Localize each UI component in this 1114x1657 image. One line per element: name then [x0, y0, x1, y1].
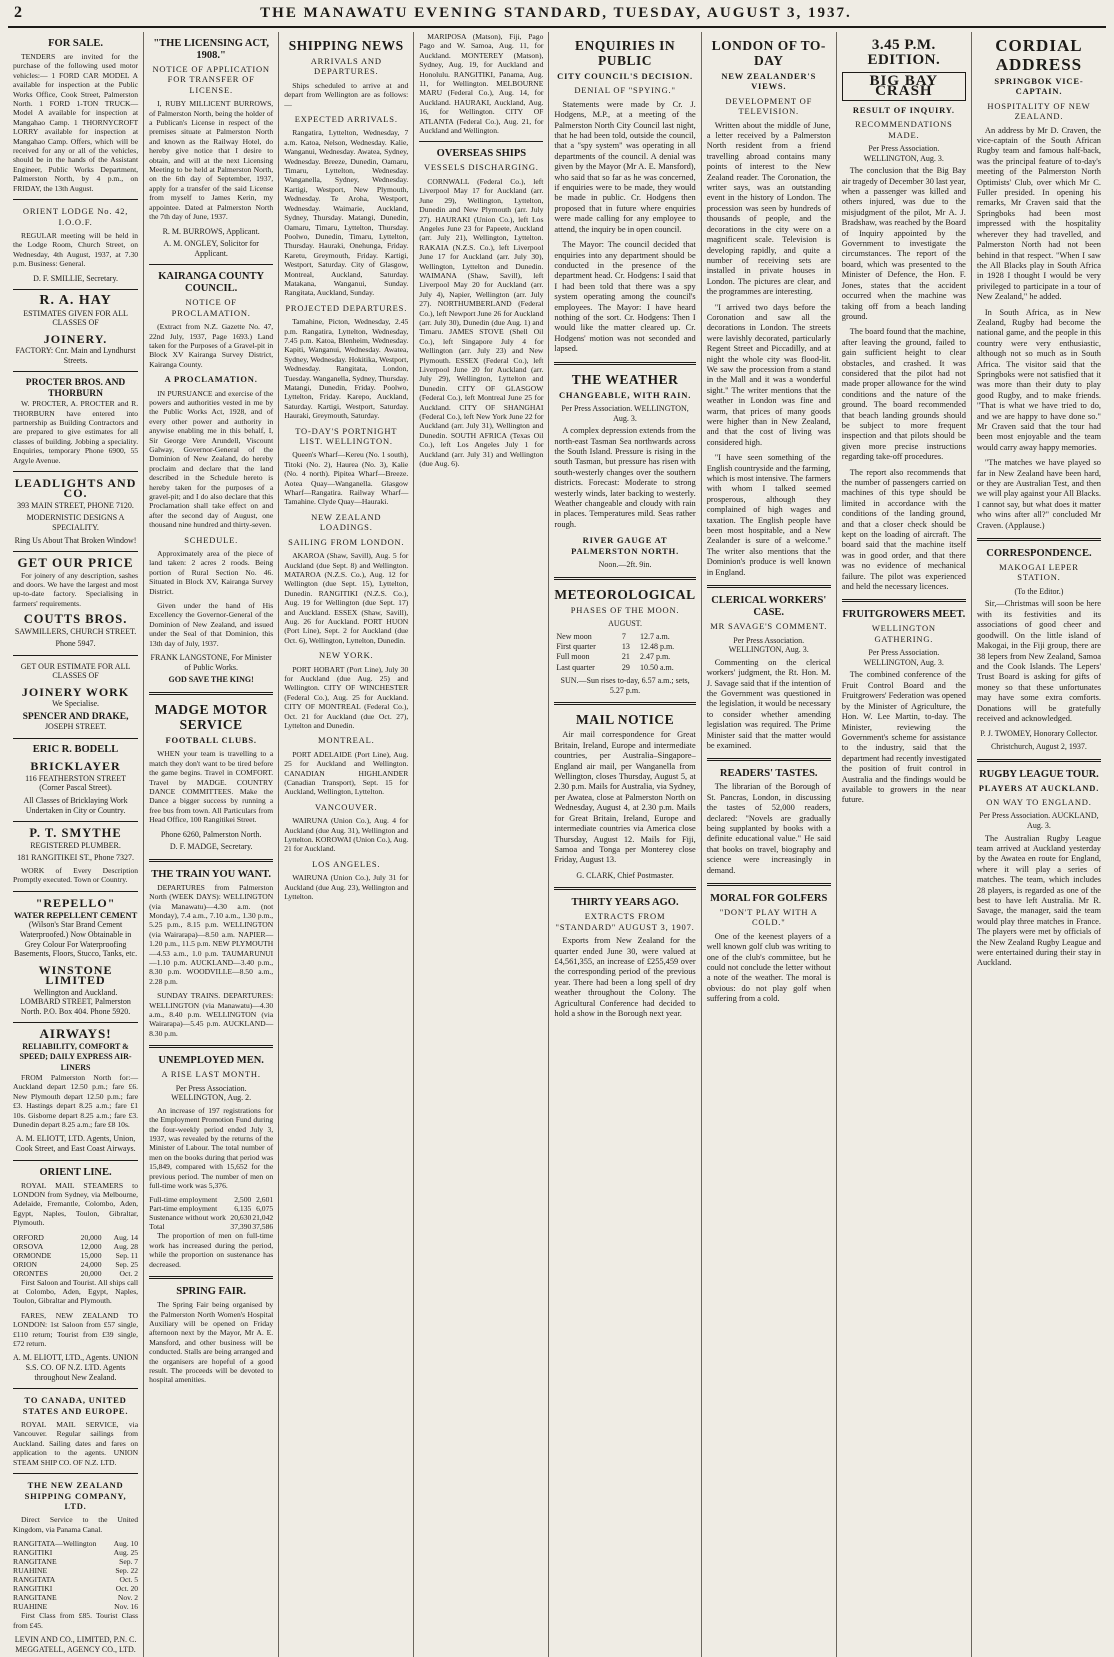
thirty-years-body: Exports from New Zealand for the quarter ended June 30, were valued at £4,561,355, an increase of £255,459 over the corresponding period of the previous year. There had been a long spell of dry weather throughout the Colony. The Agricultural Conference had decided to hold a show in the Borough next year.	[554, 936, 696, 1018]
correspondence-to: (To the Editor.)	[1014, 586, 1064, 596]
licensing-body: I, RUBY MILLICENT BURROWS, of Palmerston North, being the holder of a Publican's License in respect of the premises situate at Palmerston North and known as the Railway Hotel, do hereby give notice that I desire to obtain, and will at the next Licensing Meeting to be held at Palmerston North, on the 6th day of September, 1937, apply for a transfer of the said License from myself to James Kerin, my appointee. Dated at Palmerston North the 7th day of June, 1937.	[149, 99, 274, 222]
nzshipping-schedule	[13, 1539, 138, 1611]
coutts-sub: SAWMILLERS, CHURCH STREET.	[14, 626, 137, 636]
weather-sub: CHANGEABLE, WITH RAIN.	[558, 389, 692, 400]
fruitgrowers-agency: Per Press Association. WELLINGTON, Aug. 3.	[863, 648, 944, 667]
expected-arrivals-heading: EXPECTED ARRIVALS.	[294, 114, 398, 125]
moon-heading: PHASES OF THE MOON.	[570, 604, 680, 615]
kairanga-title: A PROCLAMATION.	[164, 374, 258, 385]
airways-name: AIRWAYS!	[39, 1026, 112, 1042]
los-angeles-heading: LOS ANGELES.	[312, 858, 381, 869]
vancouver-heading: VANCOUVER.	[315, 801, 378, 812]
unemployed-heading: UNEMPLOYED MEN.	[158, 1055, 264, 1067]
madge-sub: FOOTBALL CLUBS.	[165, 734, 257, 745]
orient-row: ORMONDE 15,000 Sep. 11	[13, 1250, 139, 1260]
kairanga-sub: NOTICE OF PROCLAMATION.	[171, 297, 251, 318]
column-7	[836, 32, 971, 1657]
fruitgrowers-body: The combined conference of the Fruit Control Board and the Fruitgrowers' Federation was opened by the Minister of Agriculture, the Hon. W. Lee Martin, to-day. The Minister, reviewing the Government's scheme for assistance to the industry, said that the department had recently investigated the position of fruit control in Australia and the findings would be available to growers in the near future.	[841, 670, 966, 805]
hay-ad-name: R. A. HAY	[39, 293, 112, 309]
repello-body: (Wilson's Star Brand Cement Waterproofed.) Now Obtainable in Grey Colour For Waterproofing Basements, Floors, Stucco, Tanks, etc.	[14, 920, 138, 959]
newspaper-title: THE MANAWATU EVENING STANDARD, TUESDAY, AUGUST 3, 1937.	[260, 4, 852, 21]
golf-body: One of the keenest players of a well known golf club was writing to one of the club's committee, but he could not conclude the letter without a note of the weather. The moral is obvious: do not play golf when suffering from a cold.	[706, 931, 831, 1004]
new-york-body: PORT HOBART (Port Line), July 30 for Auckland (due Aug. 25) and Wellington. CITY OF WINCHESTER (Federal Co.), Aug. 25 for Auckland. CITY OF MONTREAL (Federal Co.), Oct. 21 for Auckland (due Oct. 27), Lyttelton and Dunedin.	[284, 664, 409, 730]
spencer-line1: GET OUR ESTIMATE FOR ALL CLASSES OF	[20, 661, 131, 681]
weather-agency: Per Press Association. WELLINGTON, Aug. 3.	[561, 403, 689, 423]
moon-row: Last quarter 29 10.50 a.m.	[556, 662, 674, 672]
montreal-body: PORT ADELAIDE (Port Line), Aug. 25 for Auckland and Wellington. CANADIAN HIGHLANDER (Canadian Transport), Sept. 15 for Auckland, Wellington, Lyttelton.	[284, 749, 409, 797]
clerical-body: Commenting on the clerical workers' judgment, the Rt. Hon. M. J. Savage said that if the intention of the Government was questioned in the legislation, it would be necessary to consider whether amending legislation was required. The Prime Minister said that the matter would be examined.	[706, 657, 831, 750]
montreal-heading: MONTREAL.	[317, 735, 375, 746]
procter-body: W. PROCTER, A. PROCTER and R. THORBURN have entered into partnership as Building Contractors and are prepared to give estimates for all classes of building. Jobbing a speciality. Enquiries, temporary Phone 6900, 55 Argyle Avenue.	[13, 399, 139, 465]
unemployed-tail: The proportion of men on full-time work has increased during the period, while the proportion on sustenance has decreased.	[149, 1231, 274, 1269]
spring-body: The Spring Fair being organised by the Palmerston North Women's Hospital Auxiliary will be opened on Friday afternoon next by the Mayor, Mr A. E. Mansford, and other business will be conducted. Stalls are being arranged and the organisers are hopeful of a good result. The proceeds will be devoted to hospital amenities.	[149, 1300, 274, 1385]
fruitgrowers-sub: WELLINGTON GATHERING.	[871, 623, 936, 644]
spencer-line2: JOINERY WORK	[21, 684, 130, 699]
price-name: GET OUR PRICE	[17, 555, 134, 571]
nzshipping-row: RANGITANE Sep. 7	[13, 1557, 139, 1567]
madge-body: WHEN your team is travelling to a match they don't want to be tired before the game begins. Travel in COMFORT. Travel by MADGE. COUNTRY DANCE COMMITTEES. Make the Dance a bigger success by running a free bus from town. All Particulars from Head Office, 100 Rangitikei Street.	[149, 749, 274, 825]
golf-sub: "DON'T PLAY WITH A COLD."	[719, 907, 818, 928]
big-bay-body2: The board found that the machine, after leaving the ground, failed to gain sufficient height to clear obstacles, and crashed. It was considered that the pilot had not made proper allowance for the wind conditions and the nature of the ground. The board recommended that beach landing grounds should be subject to more frequent inspection and that pilots should be given more precise instructions regarding take-off procedures.	[841, 327, 966, 462]
procter-name: PROCTER BROS. AND THORBURN	[25, 378, 126, 399]
london-body2: "I arrived two days before the Coronation and saw all the decorations in London. The streets were lavishly decorated, particularly Regent Street and Piccadilly, and at night the whole city was flood-lit. We saw the procession from a stand in the Mall and it was a wonderful sight." The writer mentions that the weather in London was fine and warm, that prices of many goods were higher than in New Zealand, and that the cost of living was considered high.	[706, 302, 831, 447]
orient-note: First Saloon and Tourist. All ships call at Colombo, Aden, Egypt, Naples, Toulon, Gibraltar and Plymouth.	[13, 1277, 139, 1306]
kairanga-body2: IN PURSUANCE and exercise of the powers and authorities vested in me by the Public Works Act, 1928, and of every other power and authority in anywise enabling me in this behalf, I, Sir George Vere Arundell, Viscount Galway, Governor-General of the Dominion of New Zealand, do hereby proclaim and declare that the land described in the Schedule hereto is hereby taken for the purposes of a gravel-pit; and I do also declare that this Proclamation shall take effect on and after the second day of August, one thousand nine hundred and thirty-seven.	[149, 388, 274, 530]
loadings-heading: NEW ZEALAND LOADINGS.	[311, 511, 382, 533]
for-sale-body: TENDERS are invited for the purchase of the following used motor vehicles:— 1 FORD CAR MODEL A available for inspection at the Public Works Office, Cook Street, Palmerston North. 1 FORD 1-TON TRUCK—Model A available for inspection at Mangahao Camp. 1 THORNYCROFT LORRY available for inspection at Mangahao Camp. Offers, which will be received for any or all of the vehicles, should be in the hands of the Assistant Engineer, Public Works Department, Palmerston North, by 4 p.m., on FRIDAY, the 13th August.	[13, 52, 139, 193]
column-3	[278, 32, 413, 1657]
enquiries-body1: Statements were made by Cr. J. Hodgens, M.P., at a meeting of the Palmerston North City Council last night, that he had been told, outside the council, that a "spy system" was operating in all departments of the council. A denial was given by the Mayor (Mr A. E. Mansford), who said that so far as he was concerned, if enquiries were to be made, they would be made in public. Cr. Hodgens then proposed that in future where enquiries were made calling for any employee to attend, the inquiry be in open council.	[554, 99, 696, 234]
rugby-heading: RUGBY LEAGUE TOUR.	[979, 768, 1099, 780]
orient-fares: FARES, NEW ZEALAND TO LONDON: 1st Saloon from £57 single, £110 return; Tourist from £39 single, £72 return.	[13, 1310, 139, 1349]
thirty-years-heading: THIRTY YEARS AGO.	[571, 897, 679, 909]
unemployed-row: Sustenance without work 20,630 21,042	[149, 1213, 274, 1223]
enquiries-sub: CITY COUNCIL'S DECISION.	[557, 71, 693, 81]
moon-row: New moon 7 12.7 a.m.	[556, 631, 670, 641]
kairanga-body1: (Extract from N.Z. Gazette No. 47, 22nd July, 1937, Page 1693.) Land taken for the Purposes of a Gravel-pit in Block XV Kairanga Survey District, Kairanga County.	[149, 322, 274, 369]
licensing-sign1: R. M. BURROWS, Applicant.	[162, 226, 260, 236]
cordial-sub: SPRINGBOK VICE-CAPTAIN.	[994, 76, 1084, 97]
smythe-body: WORK of Every Description Promptly executed. Town or Country.	[13, 865, 139, 885]
bodell-name: ERIC R. BODELL	[32, 743, 119, 755]
clerical-sub: MR SAVAGE'S COMMENT.	[710, 621, 828, 632]
unemployed-row: Total 37,390 37,586	[149, 1222, 274, 1232]
airways-sub: RELIABILITY, COMFORT & SPEED; DAILY EXPRESS AIR-LINERS	[19, 1041, 132, 1072]
madge-phone: Phone 6260, Palmerston North.	[160, 829, 262, 839]
cordial-quote: "The matches we have played so far in New Zealand have been hard, or they are Australian Test, and then we will play against your All Blacks. I cannot say, but what does it matter who wins after all?" concluded Mr Craven. (Applause.)	[976, 458, 1101, 530]
airways-agents: A. M. ELIOTT, LTD. Agents, Union, Cook Street, and East Coast Airways.	[15, 1134, 136, 1153]
coutts-name: COUTTS BROS.	[23, 612, 128, 627]
shipping-sub: ARRIVALS AND DEPARTURES.	[310, 56, 382, 77]
nzshipping-row: RANGITIKI Aug. 25	[13, 1548, 139, 1558]
correspondence-date: Christchurch, August 2, 1937.	[990, 741, 1087, 751]
hay-line2: JOINERY.	[43, 331, 108, 346]
madge-heading: MADGE MOTOR SERVICE	[154, 701, 268, 732]
sun-times: SUN.—Sun rises to-day, 6.57 a.m.; sets, 5.27 p.m.	[560, 676, 690, 695]
readers-heading: READERS' TASTES.	[719, 768, 818, 780]
thirty-years-sub: EXTRACTS FROM "STANDARD" AUGUST 3, 1907.	[555, 911, 695, 932]
nzshipping-row: RANGITANE Nov. 2	[13, 1593, 139, 1603]
cordial-body2: In South Africa, as in New Zealand, Rugby had become the national game, and the people in this country were very enthusiastic, although not so much as in South Africa. The visitor said that the Springboks were not satisfied that it was more than their duty to play good Rugby, and to make friends. "That is what we have tried to do, and we are happy to have done so." Mr Craven said that the tour had been most enjoyable and the team would carry away happy memories.	[976, 307, 1101, 452]
overseas-body: CORNWALL (Federal Co.), left Liverpool May 17 for Auckland (arr. June 29), Wellington, Lyttelton, Dunedin and New Plymouth (arr. July 27). HAURAKI (Union Co.), left Los Angeles June 23 for Papeete, Auckland (arr. July 21), Wellington, Lyttelton. RAKAIA (N.Z.S. Co.), left Liverpool June 17 for Auckland (arr. July 30), Wellington, Lyttelton and Dunedin. WAIMANA (Shaw, Savill), left Liverpool May 20 for Auckland (arr. July 4), Napier, Wellington (arr. July 27). NORTHUMBERLAND (Federal Co.), left Newport June 26 for Auckland (arr. July 30), Dunedin (due Aug. 1) and Timaru. JAMES STOVE (Shell Oil Co.), left Singapore July 4 for Wellington (arr. July 23) and New Plymouth. ESSEX (Federal Co.), left Liverpool June 20 for Auckland (arr. July 29), Wellington, Lyttelton and Dunedin. CITY OF GLASGOW (Federal Co.), left Montreal June 25 for Auckland. CITY OF SHANGHAI (Federal Co.), left New York June 22 for Auckland (arr. July 31), Wellington and Dunedin. SOUTH AFRICA (Texas Oil Co.), left Los Angeles July 1 for Auckland (arr. July 31) and Wellington (due Aug. 6).	[419, 176, 544, 469]
mail-body: Air mail correspondence for Great Britain, Ireland, Europe and intermediate countries, per Australia–Singapore–England air mail, per Wanganella from Wellington, closes Thursday, August 5, at 2.30 p.m. Mails for Australia, via Sydney, per Awatea, close at Palmerston North on Wednesday, August 4, at 2.30 p.m. Mails for Great Britain, Ireland, Europe and intermediate countries via America close Thursday, August 12. Mails for Fiji, Samoa and Tonga per Monterey close Friday, August 13.	[554, 730, 696, 865]
london-heading: LONDON OF TO-DAY	[711, 38, 826, 68]
unemployed-row: Part-time employment 6,135 6,075	[149, 1204, 274, 1214]
winstone-body: Wellington and Auckland. LOMBARD STREET, Palmerston North. P.O. Box 404. Phone 5920.	[20, 987, 131, 1016]
orient-row: ORFORD 20,000 Aug. 14	[13, 1232, 139, 1242]
licensing-sub: NOTICE OF APPLICATION FOR TRANSFER OF LICENSE.	[152, 64, 270, 95]
repello-name: "REPELLO"	[35, 895, 116, 910]
big-bay-body1: The conclusion that the Big Bay air tragedy of December 30 last year, when a passenger was killed and others injured, was due to the misjudgment of the pilot, Mr A. J. Bradshaw, was reached by the Board of Inquiry appointed by the Government to investigate the circumstances. The report of the board, which was presented to the Minister of Defence, the Hon. F. Jones, states that the accident occurred when the machine was taking off from a beach landing ground.	[841, 166, 966, 321]
weather-heading: THE WEATHER	[571, 371, 679, 387]
lodge-sign: D. F. SMILLIE, Secretary.	[33, 273, 118, 283]
big-bay-agency: Per Press Association. WELLINGTON, Aug. 3.	[863, 144, 944, 163]
river-heading: RIVER GAUGE AT PALMERSTON NORTH.	[571, 535, 679, 556]
licensing-sign2: A. M. ONGLEY, Solicitor for Applicant.	[163, 239, 259, 258]
nzshipping-row: RANGITATA—Wellington Aug. 10	[13, 1539, 139, 1549]
price-body: For joinery of any description, sashes and doors. We have the largest and most up-to-date factory. Specialising in farmers' requirements.	[13, 570, 139, 608]
moon-row: First quarter 13 12.48 p.m.	[556, 642, 675, 652]
shipping-intro: Ships scheduled to arrive at and depart from Wellington are as follows:—	[284, 80, 409, 109]
for-sale-heading: FOR SALE.	[48, 38, 103, 49]
big-bay-body3: The report also recommends that the number of passengers carried on machines of this type should be limited in accordance with the conditions of the landing ground, and that a closer check should be kept on the loading of aircraft. The board said that the machine itself was in good order, and that there was no evidence of mechanical failure. The pilot was experienced and held the necessary licences.	[841, 467, 966, 592]
train-sunday: SUNDAY TRAINS. DEPARTURES: WELLINGTON (via Manawatu)—4.30 a.m., 8.40 p.m. WELLINGTON (via Wairarapa)—5.45 p.m. AUCKLAND—8.30 p.m.	[149, 991, 274, 1038]
rugby-sub2: ON WAY TO ENGLAND.	[986, 796, 1092, 807]
nzshipping-heading: THE NEW ZEALAND SHIPPING COMPANY, LTD.	[24, 1480, 127, 1511]
correspondence-sign: P. J. TWOMEY, Honorary Collector.	[980, 729, 1098, 739]
nzshipping-agents: LEVIN AND CO., LIMITED, P.N. C. MEGGATELL, AGENCY CO., LTD.	[14, 1634, 137, 1654]
rugby-sub: PLAYERS AT AUCKLAND.	[978, 782, 1100, 793]
spring-heading: SPRING FAIR.	[176, 1286, 247, 1298]
smythe-addr: 181 RANGITIKEI ST., Phone 7327.	[17, 853, 135, 863]
orient-heading: ORIENT LINE.	[39, 1166, 112, 1178]
ports-heading: TO-DAY'S PORTNIGHT LIST. WELLINGTON.	[295, 425, 398, 447]
spencer-addr: JOSEPH STREET.	[44, 722, 107, 732]
big-bay-sub2: RECOMMENDATIONS MADE.	[855, 119, 953, 140]
column-4	[413, 32, 548, 1657]
orient-row: ORSOVA 12,000 Aug. 28	[13, 1241, 139, 1251]
unemployed-sub: A RISE LAST MONTH.	[161, 1069, 261, 1080]
cordial-sub2: HOSPITALITY OF NEW ZEALAND.	[987, 100, 1091, 122]
projected-departures-heading: PROJECTED DEPARTURES.	[285, 302, 408, 313]
column-6	[701, 32, 836, 1657]
los-angeles-body: WAIRUNA (Union Co.), July 31 for Auckland (due Aug. 23), Wellington and Lyttelton.	[284, 873, 409, 902]
train-heading: THE TRAIN YOU WANT.	[151, 868, 272, 880]
kairanga-sign: FRANK LANGSTONE, For Minister of Public Works.	[150, 653, 272, 672]
ports-body: Queen's Wharf—Kereu (No. 1 south), Titoki (No. 2), Haurea (No. 3), Kalie (No. 4 north). Pipitea Wharf—Breeze. Aotea Quay—Wanganella. Glasgow Wharf—Rangatira. Railway Wharf—Tamahine. Clyde Quay—Hauraki.	[284, 450, 409, 507]
unemployed-row: Full-time employment 2,500 2,601	[149, 1195, 274, 1205]
overseas-heading: OVERSEAS SHIPS	[436, 148, 527, 160]
big-bay-heading: BIG BAY CRASH	[842, 72, 966, 101]
smythe-sub: REGISTERED PLUMBER.	[30, 840, 121, 850]
fruitgrowers-heading: FRUITGROWERS MEET.	[842, 609, 966, 621]
vessels-body: MARIPOSA (Matson), Fiji, Pago Pago and W. Samoa, Aug. 11, for Auckland. MONTEREY (Matson), Sydney, Aug. 19, for Auckland and Honolulu. RANGITIKI, Panama, Aug. 11, for Wellington. MELBOURNE MARU (Federal Co.), Aug. 14, for Auckland. HAURAKI, Auckland, Aug. 16, for Wellington. CITY OF ATLANTA (Federal Co.), Aug. 21, for Auckland and Wellington.	[419, 32, 544, 136]
big-bay-sub: RESULT OF INQUIRY.	[852, 104, 955, 115]
leadlights-line2: Ring Us About That Broken Window!	[14, 535, 137, 545]
smythe-name: P. T. SMYTHE	[29, 826, 122, 841]
bodell-sub: BRICKLAYER	[30, 759, 121, 774]
overseas-sub: VESSELS DISCHARGING.	[423, 162, 539, 173]
cordial-body1: An address by Mr D. Craven, the vice-captain of the South African Rugby team and famous half-back, was the principal feature of to-day's meeting of the Palmerston North Optimists' Club, over which Mr C. Fuller presided. In opening his remarks, Mr Craven said that the Springboks had been most impressed with the hospitality wherever they had travelled, and Palmerston North had not been behind in that respect. "When I saw the All Blacks play in South Africa in 1928 I thought I would be very privileged to participate in a tour of New Zealand," he added.	[976, 125, 1101, 302]
nzshipping-fares: First Class from £85. Tourist Class from £45.	[13, 1611, 139, 1630]
correspondence-sub: MAKOGAI LEPER STATION.	[999, 562, 1079, 583]
orient-schedule	[13, 1233, 138, 1278]
mail-sign: G. CLARK, Chief Postmaster.	[576, 870, 674, 880]
licensing-heading: "THE LICENSING ACT, 1908."	[153, 38, 269, 61]
lodge-body: REGULAR meeting will be held in the Lodge Room, Church Street, on Wednesday, 4th August, 1937, at 7.30 p.m. Business: General.	[13, 230, 139, 269]
sailing-london-heading: SAILING FROM LONDON.	[288, 536, 405, 547]
projected-departures: Tamahine, Picton, Wednesday, 2.45 p.m. Rangatira, Lyttelton, Wednesday, 7.45 p.m. Katoa, Blenheim, Wednesday. Kapiti, Wanganui, Wednesday. Awatea, Sydney, Wednesday. Hokitika, Westport, Wednesday. Rangitata, London, Tuesday. Wanganella, Sydney, Thursday. Matangi, Dunedin, Friday. Poolwo, Lyttelton, Friday. Karepo, Auckland, Saturday. Kartigi, Westport, Saturday. Hauraki, Greymouth, Saturday.	[284, 317, 409, 421]
column-1	[8, 32, 143, 1657]
lodge-heading: ORIENT LODGE No. 42, I.O.O.F.	[22, 206, 129, 227]
bodell-body: All Classes of Bricklaying Work Undertaken in City or Country.	[23, 795, 128, 815]
enquiries-body2: The Mayor: The council decided that enquiries into any department should be conducted in the presence of the department head. Cr. Hodgens: I said that I had been told that there was a spy system operating among the council's employees. The Mayor: I have heard nothing of the sort. Cr. Hodgens: Then I would like the matter cleared up. Cr. Hodgens' motion was not seconded and lapsed.	[554, 240, 696, 354]
correspondence-heading: CORRESPONDENCE.	[986, 548, 1092, 560]
shipping-heading: SHIPPING NEWS	[288, 38, 404, 53]
london-body3: "I have seen something of the English countryside and the farming, which is most intensive. The farmers with whom I talked seemed prosperous, although they complained of high wages and taxation. The English people have been most hospitable, and a New Zealander is sure of a welcome." The writer also mentions that the Dominion's produce is well known in England.	[706, 453, 831, 577]
masthead	[8, 0, 1106, 28]
coutts-phone: Phone 5947.	[55, 639, 96, 649]
spencer-line3: We Specialise.	[52, 699, 99, 709]
train-body: DEPARTURES from Palmerston North (WEEK DAYS): WELLINGTON (via Manawatu)—4.30 a.m. (not Monday), 7.4 a.m., 7.10 a.m., 1.30 p.m., 5.25 p.m., 8.15 p.m. WELLINGTON (via Wairarapa)—8.50 a.m. NAPIER—1.20 p.m., 11.5 p.m. NEW PLYMOUTH—4.53 a.m., 1.0 p.m. TAUMARUNUI—1.10 p.m. AUCKLAND—3.40 p.m., 8.30 p.m. WOODVILLE—8.50 a.m., 2.28 p.m.	[149, 882, 274, 986]
columns	[8, 32, 1106, 1654]
enquiries-sub2: DENIAL OF "SPYING."	[574, 85, 676, 96]
moon-table	[554, 632, 695, 674]
orient-row: ORONTES 20,000 Oct. 2	[13, 1268, 139, 1278]
kairanga-schedule-heading: SCHEDULE.	[184, 534, 238, 545]
vancouver-body: WAIRUNA (Union Co.), Aug. 4 for Auckland (due Aug. 31), Wellington and Lyttelton. KOROWAI (Union Co.), Aug. 21 for Auckland.	[284, 816, 409, 854]
clerical-agency: Per Press Association. WELLINGTON, Aug. 3.	[728, 635, 809, 655]
column-2	[143, 32, 278, 1657]
rugby-body: The Australian Rugby League team arrived at Auckland yesterday by the Awatea en route for England, where it will play a series of matches. The team, which includes 28 players, is regarded as one of the best to have left Australia. Mr R. Savage, the manager, said the team would play three matches in France. The players were met by officials of the New Zealand Rugby League and were entertained during their stay in Auckland.	[976, 833, 1101, 968]
nzshipping-body: Direct Service to the United Kingdom, via Panama Canal.	[13, 1515, 139, 1534]
expected-arrivals: Rangatira, Lyttelton, Wednesday, 7 a.m. Katoa, Nelson, Wednesday. Kalie, Wanganui, Wednesday. Awatea, Sydney, Wednesday. Breeze, Dunedin, Oamaru, Timaru, Lyttelton, Wednesday. Wanganella, Sydney, Wednesday. Kartigi, Westport, New Plymouth, Wednesday. Te Aroha, Westport, Wednesday. Waimarie, Auckland, Sydney, Thursday. Matangi, Dunedin, Oamaru, Timaru, Lyttelton, Thursday. Poolwo, Dunedin, Timaru, Lyttelton, Thursday. Hauraki, Onehunga, Friday. Karetu, Greymouth, Friday. Kartigi, Westport, Saturday. City of Glasgow, Montreal, Auckland, Saturday. Matakana, Wanganui, Sunday. Rangitata, Auckland, Sunday.	[284, 128, 409, 298]
unemployed-table	[149, 1195, 273, 1231]
loadings-body: AKAROA (Shaw, Savill), Aug. 5 for Auckland (due Sept. 8) and Wellington. MATAROA (N.Z.S. Co.), Aug. 12 for Wellington (due Sept. 15), Lyttelton, Dunedin. RANGITIKI (N.Z.S. Co.), Aug. 19 for Wellington (due Sept. 17) and Auckland. ESSEX (Shaw, Savill), Aug. 26 for Auckland. PORT HUON (Port Line), Sept. 2 for Auckland (due Oct. 6), Wellington, Lyttelton, Dunedin.	[284, 551, 409, 645]
hay-line1: ESTIMATES GIVEN FOR ALL CLASSES OF	[23, 308, 128, 328]
nzshipping-row: RANGITIKI Oct. 20	[13, 1584, 139, 1594]
new-york-heading: NEW YORK.	[319, 650, 374, 661]
kairanga-body3: Given under the hand of His Excellency the Governor-General of the Dominion of New Zealand, and issued under the Seal of that Dominion, this 13th day of July, 1937.	[149, 601, 274, 648]
madge-sign: D. F. MADGE, Secretary.	[169, 842, 253, 852]
weather-body: A complex depression extends from the north-east Tasman Sea northwards across the South Island. Pressure is rising in the south Tasman, but pressure has risen with south-westerly changes over the southern districts. Forecast: Moderate to strong westerly winds, later backing to westerly. Weather changeable and cloudy with rain in places. Temperatures mild. Seas rather rough.	[554, 426, 696, 529]
clerical-heading: CLERICAL WORKERS' CASE.	[711, 595, 827, 619]
unemployed-body: An increase of 197 registrations for the Employment Promotion Fund during the four-weekly period ended July 3, 1937, was revealed by the returns of the Minister of Labour. The total number of men on the books during that period was 15,849, compared with 15,652 for the previous period. The number of men on full-time work was 5,376.	[149, 1105, 274, 1191]
leadlights-addr: 393 MAIN STREET, PHONE 7120.	[17, 500, 134, 510]
nzshipping-row: RUAHINE Sep. 22	[13, 1566, 139, 1576]
enquiries-heading: ENQUIRIES IN PUBLIC	[574, 38, 676, 68]
golf-heading: MORAL FOR GOLFERS	[710, 893, 828, 904]
nzshipping-row: RUAHINE Nov. 16	[13, 1602, 139, 1612]
winstone-name: WINSTONE LIMITED	[38, 962, 113, 988]
canada-heading: TO CANADA, UNITED STATES AND EUROPE.	[22, 1395, 129, 1416]
moon-row: Full moon 21 2.47 p.m.	[556, 652, 671, 662]
leadlights-line1: MODERNISTIC DESIGNS A SPECIALITY.	[26, 513, 125, 532]
unemployed-agency: Per Press Association. WELLINGTON, Aug. 2.	[171, 1083, 252, 1103]
cordial-heading: CORDIAL ADDRESS	[995, 36, 1083, 74]
edition-label: 3.45 P.M. EDITION.	[867, 37, 941, 68]
orient-agents: A. M. ELIOTT, LTD., Agents. UNION S.S. CO. OF N.Z. LTD. Agents throughout New Zealand.	[13, 1353, 139, 1382]
nzshipping-row: RANGITATA Oct. 5	[13, 1575, 139, 1585]
airways-body: FROM Palmerston North for:—Auckland depart 12.50 p.m.; fare £6. New Plymouth depart 12.50 p.m.; fare £3. Hastings depart 8.25 a.m.; fare £1 10s. Gisborne depart 8.25 a.m.; fare £3. Dunedin depart 8.25 a.m.; fare £8 10s.	[13, 1072, 139, 1129]
correspondence-body: Sir,—Christmas will soon be here with its festivities and its associations of good cheer and goodwill. On the little island of Makogai, in the Fiji group, there are 38 lepers from New Zealand, Samoa and the Cook Islands. The Lepers' Trust Board is asking for gifts of money so that these unfortunates may have some extra comforts. Donations will be gratefully received and acknowledged.	[976, 599, 1101, 723]
readers-body: The librarian of the Borough of St. Pancras, London, in discussing the tastes of 52,000 readers, declared: "Novels are gradually being supplanted by books with a definite educational value." He said that books on travel, biography and science were increasingly in demand.	[706, 782, 831, 875]
divider	[13, 199, 138, 200]
london-sub2: DEVELOPMENT OF TELEVISION.	[725, 95, 813, 117]
kairanga-heading: KAIRANGA COUNTY COUNCIL.	[158, 271, 265, 295]
orient-row: ORION 24,000 Sep. 25	[13, 1259, 139, 1269]
canada-body: ROYAL MAIL SERVICE, via Vancouver. Regular sailings from Auckland. Sailing dates and fares on application to the agents. UNION STEAM SHIP CO. OF N.Z. LTD.	[13, 1420, 139, 1467]
rugby-agency: Per Press Association. AUCKLAND, Aug. 3.	[979, 811, 1099, 830]
kairanga-god-save: GOD SAVE THE KING!	[168, 675, 254, 685]
mail-heading: MAIL NOTICE	[575, 712, 675, 728]
leadlights-name: LEADLIGHTS AND CO.	[14, 475, 137, 501]
bodell-addr: 116 FEATHERSTON STREET (Corner Pascal Street).	[25, 773, 126, 793]
column-8	[971, 32, 1106, 1657]
meteorological-heading: METEOROLOGICAL	[554, 586, 696, 602]
orient-body: ROYAL MAIL STEAMERS to LONDON from Sydney, via Melbourne, Adelaide, Fremantle, Colombo, Aden, Egypt, Naples, Toulon, Gibraltar, Plymouth.	[13, 1180, 139, 1228]
kairanga-schedule-body: Approximately area of the piece of land taken: 2 acres 2 roods. Being portion of Rural Section No. 46. Situated in Block XV, Kairanga Survey District.	[149, 549, 274, 596]
london-sub: NEW ZEALANDER'S VIEWS.	[721, 71, 817, 92]
river-body: Noon.—2ft. 9in.	[598, 560, 652, 570]
page-number: 2	[14, 4, 22, 21]
repello-sub: WATER REPELLENT CEMENT	[13, 909, 138, 920]
column-5	[548, 32, 700, 1657]
moon-month: AUGUST.	[608, 619, 642, 629]
london-body1: Written about the middle of June, a letter received by a Palmerston North resident from a friend travelling abroad contains many points of interest to the New Zealand reader. The Coronation, the writer says, was an outstanding event in the history of London. The procession was seen by hundreds of thousands of people, and the decorations in the city were on a magnificent scale. Television is developing rapidly, and quite a number of receiving sets are installed in private houses in London. The pictures are clear, and the programmes are interesting.	[706, 120, 831, 297]
spencer-name: SPENCER AND DRAKE,	[22, 711, 129, 722]
hay-line3: FACTORY: Cnr. Main and Lyndhurst Streets.	[15, 346, 136, 365]
